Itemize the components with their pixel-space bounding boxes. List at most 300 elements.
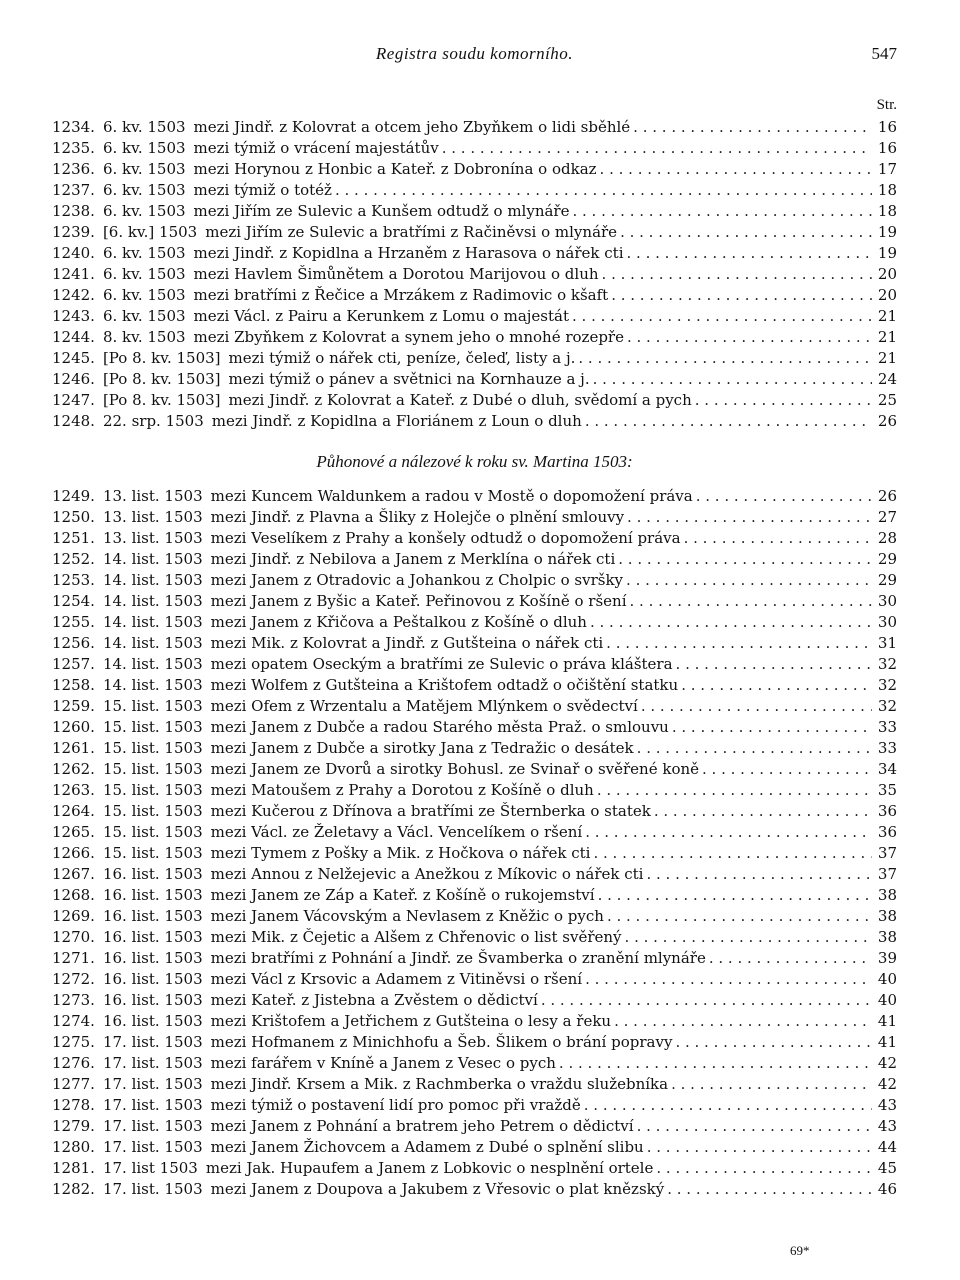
- entry-page: 25: [877, 391, 897, 409]
- entry-number: 1248.: [52, 412, 95, 430]
- entry-number: 1257.: [52, 655, 95, 673]
- entries-list-may: [52, 117, 897, 432]
- entry-page: 30: [877, 613, 897, 631]
- entry-page: 43: [877, 1096, 897, 1114]
- entry-page: 40: [877, 991, 897, 1009]
- entry-date: 14. list. 1503: [102, 571, 203, 589]
- entry-row: [52, 117, 897, 138]
- entry-row: [52, 201, 897, 222]
- entry-description: mezi Jindř. z Plavna a Šliky z Holejče o plnění smlouvy: [210, 508, 625, 526]
- entry-number: 1263.: [52, 781, 95, 799]
- entry-number: 1258.: [52, 676, 95, 694]
- entry-page: 38: [877, 886, 897, 904]
- page-column-label: Str.: [876, 97, 897, 113]
- entry-row: [52, 1032, 897, 1053]
- entry-page: 34: [877, 760, 897, 778]
- entry-number: 1245.: [52, 349, 95, 367]
- dot-leader: [630, 591, 872, 612]
- entry-page: 26: [877, 487, 897, 505]
- entry-page: 33: [877, 718, 897, 736]
- entry-number: 1267.: [52, 865, 95, 883]
- entry-page: 37: [877, 865, 897, 883]
- entry-row: [52, 570, 897, 591]
- entry-page: 29: [877, 550, 897, 568]
- entry-description: mezi Annou z Nelžejevic a Anežkou z Míkovic o nářek cti: [210, 865, 644, 883]
- entry-description: mezi Krištofem a Jetřichem z Gutšteina o lesy a řeku: [210, 1012, 612, 1030]
- entry-description: mezi Havlem Šimůnětem a Dorotou Marijovou o dluh: [193, 265, 599, 283]
- entry-description: mezi Jindř. z Kolovrat a Kateř. z Dubé o dluh, svědomí a pych: [228, 391, 692, 409]
- entry-date: 15. list. 1503: [102, 844, 203, 862]
- entry-date: 6. kv. 1503: [102, 139, 186, 157]
- entry-description: mezi Janem z Pohnání a bratrem jeho Petrem o dědictví: [210, 1117, 634, 1135]
- entry-page: 45: [877, 1159, 897, 1177]
- entry-row: [52, 528, 897, 549]
- entry-description: mezi týmiž o pánev a světnici na Kornhauze a j.: [228, 370, 590, 388]
- entry-page: 29: [877, 571, 897, 589]
- dot-leader: [584, 1095, 872, 1116]
- entry-description: mezi Matoušem z Prahy a Dorotou z Košíně o dluh: [210, 781, 594, 799]
- entry-row: [52, 159, 897, 180]
- entry-description: mezi Kučerou z Dřínova a bratřími ze Šternberka o statek: [210, 802, 651, 820]
- entry-description: mezi Wolfem z Gutšteina a Krištofem odtadž o očištění statku: [210, 676, 679, 694]
- entry-number: 1271.: [52, 949, 95, 967]
- dot-leader: [637, 738, 872, 759]
- dot-leader: [585, 969, 872, 990]
- entry-date: 6. kv. 1503: [102, 181, 186, 199]
- dot-leader: [606, 633, 872, 654]
- entry-number: 1252.: [52, 550, 95, 568]
- entry-number: 1251.: [52, 529, 95, 547]
- entry-date: 15. list. 1503: [102, 697, 203, 715]
- entry-row: [52, 138, 897, 159]
- entry-description: mezi bratřími z Pohnání a Jindř. ze Švamberka o zranění mlynáře: [210, 949, 706, 967]
- entry-page: 40: [877, 970, 897, 988]
- entry-date: [6. kv.] 1503: [102, 223, 198, 241]
- entry-page: 37: [877, 844, 897, 862]
- entry-description: mezi Václ. z Pairu a Kerunkem z Lomu o majestát: [193, 307, 570, 325]
- entry-date: 17. list 1503: [102, 1159, 198, 1177]
- entry-date: 17. list. 1503: [102, 1138, 203, 1156]
- dot-leader: [672, 717, 872, 738]
- entry-page: 32: [877, 697, 897, 715]
- entry-description: mezi Mik. z Kolovrat a Jindř. z Gutšteina o nářek cti: [210, 634, 604, 652]
- dot-leader: [627, 327, 872, 348]
- entry-description: mezi Ofem z Wrzentalu a Matějem Mlýnkem o svědectví: [210, 697, 638, 715]
- entry-date: 16. list. 1503: [102, 991, 203, 1009]
- dot-leader: [611, 285, 872, 306]
- entry-row: [52, 612, 897, 633]
- entry-date: 13. list. 1503: [102, 529, 203, 547]
- entry-number: 1266.: [52, 844, 95, 862]
- entry-row: [52, 885, 897, 906]
- entry-page: 38: [877, 907, 897, 925]
- dot-leader: [681, 675, 872, 696]
- entry-description: mezi Zbyňkem z Kolovrat a synem jeho o mnohé rozepře: [193, 328, 624, 346]
- entry-row: [52, 675, 897, 696]
- entry-description: mezi Jindř. Krsem a Mik. z Rachmberka o vraždu služebníka: [210, 1075, 669, 1093]
- entry-date: 17. list. 1503: [102, 1033, 203, 1051]
- dot-leader: [442, 138, 872, 159]
- entry-number: 1247.: [52, 391, 95, 409]
- entry-date: 6. kv. 1503: [102, 160, 186, 178]
- entry-row: [52, 1074, 897, 1095]
- entry-page: 27: [877, 508, 897, 526]
- entry-row: [52, 507, 897, 528]
- entry-row: [52, 990, 897, 1011]
- entry-row: [52, 822, 897, 843]
- entry-description: mezi Jindř. z Kopidlna a Floriánem z Loun o dluh: [211, 412, 582, 430]
- dot-leader: [598, 885, 872, 906]
- entry-description: mezi Jindř. z Kopidlna a Hrzaněm z Harasova o nářek cti: [193, 244, 624, 262]
- dot-leader: [618, 549, 872, 570]
- entry-description: mezi Jindř. z Kolovrat a otcem jeho Zbyňkem o lidi sběhlé: [193, 118, 631, 136]
- dot-leader: [656, 1158, 872, 1179]
- entry-row: [52, 759, 897, 780]
- entry-number: 1234.: [52, 118, 95, 136]
- entry-description: mezi Janem z Doupova a Jakubem z Vřesovic o plat knězský: [210, 1180, 665, 1198]
- entry-date: 17. list. 1503: [102, 1180, 203, 1198]
- dot-leader: [593, 369, 872, 390]
- entry-page: 32: [877, 655, 897, 673]
- entry-number: 1282.: [52, 1180, 95, 1198]
- entry-description: mezi Horynou z Honbic a Kateř. z Dobronína o odkaz: [193, 160, 597, 178]
- entry-date: 13. list. 1503: [102, 508, 203, 526]
- entry-date: 6. kv. 1503: [102, 286, 186, 304]
- entry-row: [52, 591, 897, 612]
- dot-leader: [684, 528, 872, 549]
- entry-number: 1256.: [52, 634, 95, 652]
- entry-page: 36: [877, 802, 897, 820]
- entry-row: [52, 1011, 897, 1032]
- entry-date: [Po 8. kv. 1503]: [102, 370, 221, 388]
- entry-row: [52, 738, 897, 759]
- entry-page: 18: [877, 181, 897, 199]
- entry-row: [52, 348, 897, 369]
- entry-date: 16. list. 1503: [102, 865, 203, 883]
- entry-page: 33: [877, 739, 897, 757]
- entry-row: [52, 1116, 897, 1137]
- entry-number: 1255.: [52, 613, 95, 631]
- entry-row: [52, 801, 897, 822]
- entry-date: 14. list. 1503: [102, 655, 203, 673]
- entry-description: mezi opatem Oseckým a bratřími ze Sulevic o práva kláštera: [210, 655, 673, 673]
- dot-leader: [671, 1074, 872, 1095]
- entry-row: [52, 1179, 897, 1200]
- entry-page: 35: [877, 781, 897, 799]
- dot-leader: [335, 180, 872, 201]
- entry-number: 1235.: [52, 139, 95, 157]
- entry-page: 28: [877, 529, 897, 547]
- entry-page: 31: [877, 634, 897, 652]
- entry-page: 16: [877, 139, 897, 157]
- entry-number: 1259.: [52, 697, 95, 715]
- entry-number: 1241.: [52, 265, 95, 283]
- entry-description: mezi Jiřím ze Sulevic a Kunšem odtudž o mlynáře: [193, 202, 570, 220]
- entry-date: 8. kv. 1503: [102, 328, 186, 346]
- dot-leader: [695, 390, 872, 411]
- entry-row: [52, 1095, 897, 1116]
- entry-date: 17. list. 1503: [102, 1096, 203, 1114]
- entry-number: 1272.: [52, 970, 95, 988]
- entry-description: mezi týmiž o totéž: [193, 181, 332, 199]
- entry-row: [52, 549, 897, 570]
- entry-number: 1275.: [52, 1033, 95, 1051]
- entry-date: 14. list. 1503: [102, 550, 203, 568]
- dot-leader: [625, 927, 872, 948]
- entry-page: 17: [877, 160, 897, 178]
- entry-date: 22. srp. 1503: [102, 412, 204, 430]
- entry-date: 16. list. 1503: [102, 886, 203, 904]
- entry-number: 1273.: [52, 991, 95, 1009]
- dot-leader: [709, 948, 872, 969]
- entry-description: mezi Janem z Dubče a sirotky Jana z Tedražic o desátek: [210, 739, 634, 757]
- entry-number: 1242.: [52, 286, 95, 304]
- entry-description: mezi bratřími z Řečice a Mrzákem z Radimovic o kšaft: [193, 286, 609, 304]
- entry-number: 1278.: [52, 1096, 95, 1114]
- dot-leader: [614, 1011, 872, 1032]
- entry-row: [52, 864, 897, 885]
- entry-description: mezi Janem ze Záp a Kateř. z Košíně o rukojemství: [210, 886, 595, 904]
- entry-date: 16. list. 1503: [102, 928, 203, 946]
- entry-number: 1236.: [52, 160, 95, 178]
- entry-date: 6. kv. 1503: [102, 265, 186, 283]
- entry-description: mezi Hofmanem z Minichhofu a Šeb. Šlikem o brání popravy: [210, 1033, 673, 1051]
- entry-number: 1249.: [52, 487, 95, 505]
- dot-leader: [637, 1116, 872, 1137]
- entry-date: 14. list. 1503: [102, 613, 203, 631]
- entry-page: 42: [877, 1075, 897, 1093]
- entry-description: mezi týmiž o postavení lidí pro pomoc při vraždě: [210, 1096, 581, 1114]
- entry-row: [52, 843, 897, 864]
- entry-row: [52, 948, 897, 969]
- entry-description: mezi Janem Vácovským a Nevlasem z Kněžic o pych: [210, 907, 604, 925]
- entry-description: mezi Mik. z Čejetic a Alšem z Chřenovic o list svěřený: [210, 928, 622, 946]
- entry-description: mezi Janem z Křičova a Peštalkou z Košíně o dluh: [210, 613, 587, 631]
- entry-row: [52, 654, 897, 675]
- dot-leader: [627, 507, 872, 528]
- entry-description: mezi týmiž o nářek cti, peníze, čeleď, listy a j.: [228, 349, 576, 367]
- entry-number: 1260.: [52, 718, 95, 736]
- entry-number: 1240.: [52, 244, 95, 262]
- entry-description: mezi Veselíkem z Prahy a konšely odtudž o dopomožení práva: [210, 529, 681, 547]
- entry-description: mezi Janem z Byšic a Kateř. Peřinovou z Košíně o ršení: [210, 592, 627, 610]
- dot-leader: [607, 906, 872, 927]
- dot-leader: [585, 822, 872, 843]
- entry-number: 1254.: [52, 592, 95, 610]
- entry-row: [52, 369, 897, 390]
- entry-description: mezi Václ. ze Želetavy a Václ. Vencelíkem o ršení: [210, 823, 583, 841]
- dot-leader: [600, 159, 872, 180]
- signature-mark: 69*: [790, 1243, 810, 1258]
- entry-row: [52, 390, 897, 411]
- dot-leader: [620, 222, 872, 243]
- entry-number: 1244.: [52, 328, 95, 346]
- section-heading: Půhonové a nálezové k roku sv. Martina 1503:: [316, 452, 633, 471]
- entry-number: 1264.: [52, 802, 95, 820]
- entry-date: 15. list. 1503: [102, 781, 203, 799]
- entry-date: 15. list. 1503: [102, 802, 203, 820]
- entry-page: 26: [877, 412, 897, 430]
- entry-number: 1281.: [52, 1159, 95, 1177]
- entry-number: 1270.: [52, 928, 95, 946]
- entry-date: 16. list. 1503: [102, 907, 203, 925]
- entry-row: [52, 486, 897, 507]
- entry-date: 16. list. 1503: [102, 1012, 203, 1030]
- entry-page: 41: [877, 1012, 897, 1030]
- dot-leader: [676, 654, 872, 675]
- entry-row: [52, 1158, 897, 1179]
- entry-description: mezi Janem z Dubče a radou Starého města Praž. o smlouvu: [210, 718, 669, 736]
- entry-row: [52, 180, 897, 201]
- entry-page: 21: [877, 307, 897, 325]
- entry-date: 14. list. 1503: [102, 676, 203, 694]
- entry-page: 18: [877, 202, 897, 220]
- entry-page: 30: [877, 592, 897, 610]
- entry-row: [52, 222, 897, 243]
- entry-row: [52, 927, 897, 948]
- entry-number: 1239.: [52, 223, 95, 241]
- entry-row: [52, 906, 897, 927]
- entry-description: mezi Janem ze Dvorů a sirotky Bohusl. ze Svinař o svěřené koně: [210, 760, 700, 778]
- entry-date: 14. list. 1503: [102, 634, 203, 652]
- entry-number: 1237.: [52, 181, 95, 199]
- entry-number: 1253.: [52, 571, 95, 589]
- dot-leader: [696, 486, 872, 507]
- dot-leader: [641, 696, 872, 717]
- entry-date: 6. kv. 1503: [102, 202, 186, 220]
- entry-page: 20: [877, 286, 897, 304]
- entry-number: 1274.: [52, 1012, 95, 1030]
- dot-leader: [654, 801, 872, 822]
- entry-description: mezi týmiž o vrácení majestátův: [193, 139, 439, 157]
- entry-date: 17. list. 1503: [102, 1075, 203, 1093]
- entry-page: 42: [877, 1054, 897, 1072]
- entry-date: 15. list. 1503: [102, 718, 203, 736]
- dot-leader: [597, 780, 872, 801]
- entry-number: 1238.: [52, 202, 95, 220]
- dot-leader: [559, 1053, 872, 1074]
- running-title: Registra soudu komorního.: [375, 44, 574, 63]
- dot-leader: [626, 570, 872, 591]
- dot-leader: [667, 1179, 872, 1200]
- entry-row: [52, 780, 897, 801]
- entry-row: [52, 696, 897, 717]
- entry-row: [52, 306, 897, 327]
- entry-page: 20: [877, 265, 897, 283]
- entry-number: 1250.: [52, 508, 95, 526]
- entry-date: 17. list. 1503: [102, 1117, 203, 1135]
- entry-number: 1262.: [52, 760, 95, 778]
- entry-number: 1246.: [52, 370, 95, 388]
- entry-description: mezi Jiřím ze Sulevic a bratřími z Račiněvsi o mlynáře: [205, 223, 618, 241]
- entry-number: 1276.: [52, 1054, 95, 1072]
- dot-leader: [572, 201, 872, 222]
- entry-date: 6. kv. 1503: [102, 118, 186, 136]
- dot-leader: [702, 759, 872, 780]
- page-number: 547: [871, 44, 897, 63]
- entry-number: 1243.: [52, 307, 95, 325]
- entry-row: [52, 264, 897, 285]
- dot-leader: [585, 411, 872, 432]
- dot-leader: [675, 1032, 872, 1053]
- entry-page: 41: [877, 1033, 897, 1051]
- entry-page: 32: [877, 676, 897, 694]
- entry-page: 38: [877, 928, 897, 946]
- dot-leader: [627, 243, 873, 264]
- dot-leader: [541, 990, 872, 1011]
- entry-row: [52, 327, 897, 348]
- entry-number: 1280.: [52, 1138, 95, 1156]
- entry-number: 1279.: [52, 1117, 95, 1135]
- entry-row: [52, 1137, 897, 1158]
- entry-description: mezi Jindř. z Nebilova a Janem z Merklína o nářek cti: [210, 550, 616, 568]
- page-header: [52, 44, 897, 74]
- entry-date: 6. kv. 1503: [102, 307, 186, 325]
- entry-page: 21: [877, 349, 897, 367]
- dot-leader: [647, 1137, 872, 1158]
- dot-leader: [590, 612, 872, 633]
- entry-description: mezi Janem Žichovcem a Adamem z Dubé o splnění slibu: [210, 1138, 644, 1156]
- entry-date: 17. list. 1503: [102, 1054, 203, 1072]
- entry-date: 13. list. 1503: [102, 487, 203, 505]
- entry-row: [52, 1053, 897, 1074]
- entry-page: 43: [877, 1117, 897, 1135]
- entry-page: 16: [877, 118, 897, 136]
- entry-date: [Po 8. kv. 1503]: [102, 349, 221, 367]
- entry-date: 16. list. 1503: [102, 970, 203, 988]
- entry-number: 1269.: [52, 907, 95, 925]
- entry-number: 1265.: [52, 823, 95, 841]
- entry-row: [52, 285, 897, 306]
- entries-list-november: [52, 486, 897, 1200]
- entry-page: 36: [877, 823, 897, 841]
- entry-description: mezi Kuncem Waldunkem a radou v Mostě o dopomožení práva: [210, 487, 693, 505]
- entry-page: 19: [877, 223, 897, 241]
- dot-leader: [578, 348, 872, 369]
- entry-page: 24: [877, 370, 897, 388]
- dot-leader: [602, 264, 872, 285]
- entry-page: 46: [877, 1180, 897, 1198]
- entry-row: [52, 633, 897, 654]
- entry-row: [52, 717, 897, 738]
- dot-leader: [633, 117, 872, 138]
- entry-date: 15. list. 1503: [102, 823, 203, 841]
- dot-leader: [646, 864, 872, 885]
- entry-row: [52, 243, 897, 264]
- entry-description: mezi Janem z Otradovic a Johankou z Cholpic o svršky: [210, 571, 624, 589]
- entry-date: [Po 8. kv. 1503]: [102, 391, 221, 409]
- dot-leader: [593, 843, 872, 864]
- entry-page: 21: [877, 328, 897, 346]
- entry-number: 1277.: [52, 1075, 95, 1093]
- entry-description: mezi farářem v Kníně a Janem z Vesec o pych: [210, 1054, 556, 1072]
- entry-description: mezi Jak. Hupaufem a Janem z Lobkovic o nesplnění ortele: [205, 1159, 654, 1177]
- entry-description: mezi Kateř. z Jistebna a Zvěstem o dědictví: [210, 991, 538, 1009]
- entry-description: mezi Václ z Krsovic a Adamem z Vitiněvsi o ršení: [210, 970, 583, 988]
- entry-description: mezi Tymem z Pošky a Mik. z Hočkova o nářek cti: [210, 844, 591, 862]
- entry-date: 15. list. 1503: [102, 739, 203, 757]
- entry-date: 14. list. 1503: [102, 592, 203, 610]
- entry-date: 15. list. 1503: [102, 760, 203, 778]
- dot-leader: [572, 306, 872, 327]
- entry-page: 39: [877, 949, 897, 967]
- entry-number: 1261.: [52, 739, 95, 757]
- entry-row: [52, 411, 897, 432]
- entry-row: [52, 969, 897, 990]
- entry-date: 16. list. 1503: [102, 949, 203, 967]
- entry-number: 1268.: [52, 886, 95, 904]
- entry-date: 6. kv. 1503: [102, 244, 186, 262]
